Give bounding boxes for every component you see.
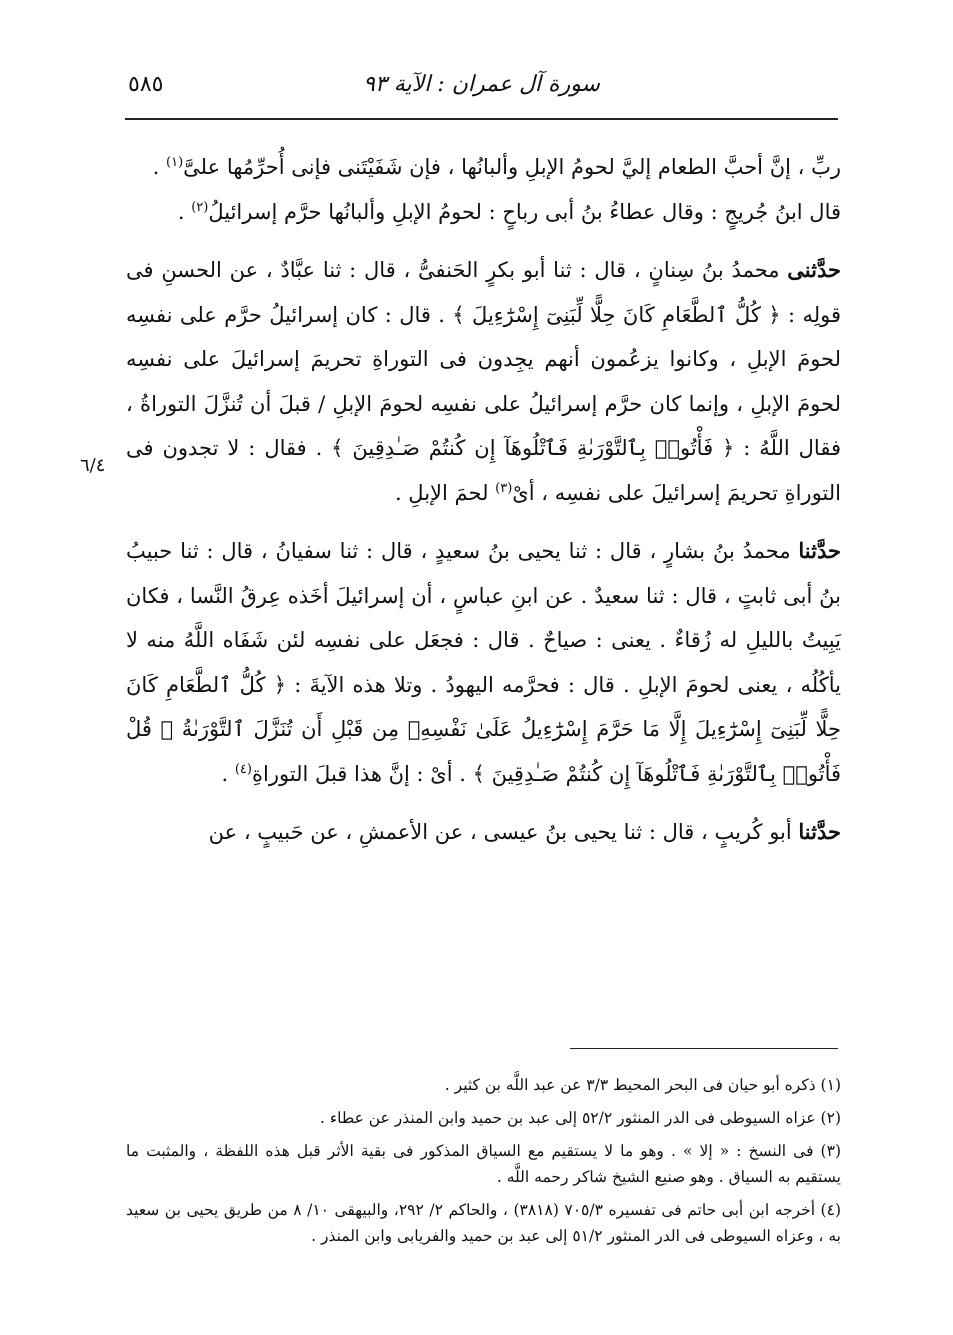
paragraph-1 (126, 145, 841, 234)
paragraph-tail: . (221, 761, 235, 786)
footnotes (126, 1072, 841, 1256)
paragraph-lead: حدَّثنا (798, 538, 841, 563)
margin-note: ٦/٤ (80, 455, 106, 476)
paragraph-tail: . (152, 155, 167, 179)
paragraph-2 (126, 248, 841, 515)
footnote-ref: (٤) (234, 761, 252, 777)
footnote-rule (570, 1048, 838, 1049)
footnote-ref: (١) (166, 155, 184, 170)
paragraph-4 (126, 810, 841, 855)
paragraph-tail: لحمَ الإبلِ . (394, 480, 496, 505)
paragraph-text: ربِّ ، إنَّ أحبَّ الطعام إليَّ لحومُ الإبلِ وألبانُها ، فإن شَفَيْتَنى فإنى أُحرِّمُها علىَّ (183, 155, 841, 179)
paragraph-text: محمدُ بنُ بشارٍ ، قال : ثنا يحيى بنُ سعيدٍ ، قال : ثنا سفيانُ ، قال : ثنا حبيبُ بنُ أبى ثابتٍ ، قال : ثنا سعيدٌ . عن ابنِ عباسٍ ، أن إسرائيلَ أخَذه عِرقُ النَّسا ، فكان يَبِيتُ بالليلِ له زُقاءٌ . يعنى : صياحٌ . قال : فجعَل على نفسِه لئن شَفَاه اللَّهُ منه لا يأكُلُه ، يعنى لحومَ الإبلِ . قال : فحرَّمه اليهودُ . وتلا هذه الآيةَ : ﴿ كُلُّ ٱلطَّعَامِ كَانَ حِلًّا لِّبَنِىٓ إِسْرَٰٓءِيلَ إِلَّا مَا حَرَّمَ إِسْرَٰٓءِيلُ عَلَىٰ نَفْسِهِۦ مِن قَبْلِ أَن تُنَزَّلَ ٱلتَّوْرَىٰةُ ۗ قُلْ فَأْتُوا۟ بِٱلتَّوْرَىٰةِ فَٱتْلُوهَآ إِن كُنتُمْ صَـٰدِقِينَ ﴾ . أىْ : إنَّ هذا قبلَ التوراةِ (126, 539, 841, 786)
paragraph-lead: حدَّثنى (787, 257, 841, 282)
main-text (126, 145, 841, 869)
footnote-3: (٣) فى النسخ : « إلا » . وهو ما لا يستقيم مع السياق المذكور فى بقية الأثر قبل هذه اللفظة ، والمثبت ما يستقيم به السياق . وهو صنيع الشيخ شاكر رحمه اللَّه . (126, 1142, 841, 1186)
page-header (120, 70, 840, 114)
paragraph-text: محمدُ بنُ سِنانٍ ، قال : ثنا أبو بكرٍ الحَنفىُّ ، قال : ثنا عبَّادٌ ، عن الحسنِ فى قولِه : ﴿ كُلُّ ٱلطَّعَامِ كَانَ حِلًّا لِّبَنِىٓ إِسْرَٰٓءِيلَ ﴾ . قال : كان إسرائيلُ حرَّم على نفسِه لحومَ الإبلِ ، وكانوا يزعُمون أنهم يجِدون فى التوراةِ تحريمَ إسرائيلَ على نفسِه لحومَ الإبلِ ، وإنما كان حرَّم إسرائيلُ على نفسِه لحومَ الإبلِ / قبلَ أن تُنزَّلَ التوراةُ ، فقال اللَّهُ : ﴿ فَأْتُوا۟ بِٱلتَّوْرَىٰةِ فَٱتْلُوهَآ إِن كُنتُمْ صَـٰدِقِينَ ﴾ . فقال : لا تجدون فى التوراةِ تحريمَ إسرائيلَ على نفسِه ، أىْ (126, 258, 841, 505)
paragraph-text: أبو كُريبٍ ، قال : ثنا يحيى بنُ عيسى ، عن الأعمشِ ، عن حَبيبٍ ، عن (208, 820, 799, 844)
header-rule (125, 118, 838, 120)
footnote-2: (٢) عزاه السيوطى فى الدر المنثور ٥٢/٢ إلى عبد بن حميد وابن المنذر عن عطاء . (319, 1109, 841, 1127)
paragraph-tail: . (177, 199, 192, 224)
paragraph-3 (126, 529, 841, 796)
footnote-4: (٤) أخرجه ابن أبى حاتم فى تفسيره ٧٠٥/٣ (٣٨١٨) ، والحاكم ٢/ ٢٩٢، والبيهقى ١٠/ ٨ من طريق يحيى بن سعيد به ، وعزاه السيوطى فى الدر المنثور ٥١/٢ إلى عبد بن حميد والفريابى وابن المنذر . (126, 1201, 841, 1245)
footnote-ref: (٢) (191, 199, 209, 215)
page-number: ٥٨٥ (128, 72, 164, 97)
footnote-ref: (٣) (495, 480, 513, 496)
paragraph-text: قال ابنُ جُريجٍ : وقال عطاءُ بنُ أبى رباحٍ : لحومُ الإبلِ وألبانُها حرَّم إسرائيلُ (208, 199, 841, 224)
paragraph-lead: حدَّثنا (798, 819, 841, 844)
footnote-1: (١) ذكره أبو حيان فى البحر المحيط ٣/٣ عن عبد اللَّه بن كثير . (444, 1076, 841, 1094)
running-title: سورة آل عمران : الآية ٩٣ (363, 72, 600, 97)
